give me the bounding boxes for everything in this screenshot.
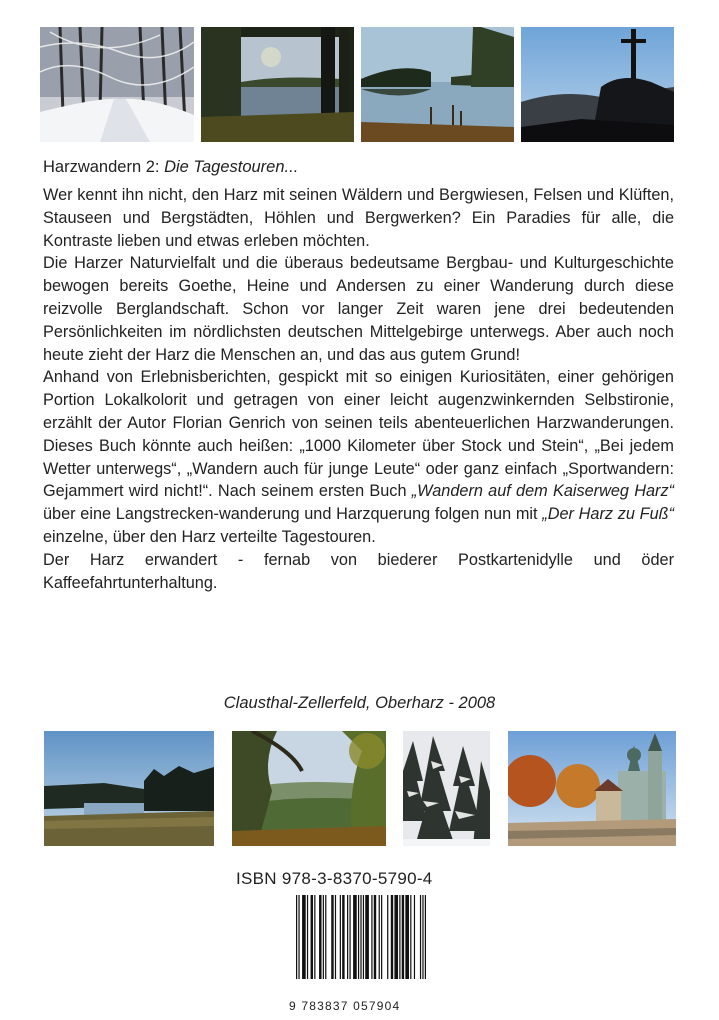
barcode-bar <box>410 895 411 979</box>
barcode-bar <box>405 895 409 979</box>
barcode-bar <box>342 895 344 979</box>
paragraph-3-part-b: über eine Langstrecken-wanderung und Harzquerung folgen nun mit <box>43 505 543 524</box>
barcode-bar <box>358 895 359 979</box>
barcode-bar <box>298 895 299 979</box>
barcode-bar <box>387 895 388 979</box>
barcode-bar <box>420 895 421 979</box>
barcode-bar <box>381 895 382 979</box>
barcode-bar <box>399 895 400 979</box>
barcode-bar <box>394 895 398 979</box>
blurb-paragraph-3 <box>43 366 674 548</box>
blurb-text <box>43 184 674 594</box>
book-subtitle <box>43 156 683 178</box>
blurb-paragraph-2: Die Harzer Naturvielfalt und die überaus bedeutsame Bergbau- und Kulturgeschichte bewogen bereits Goethe, Heine und Andersen zu einer Wanderung durch diese reizvolle Berglandschaft. Schon vor langer Zeit waren jene drei bedeutenden Persönlichkeiten im nördlichsten deutschen Mittelgebirge unterwegs. Aber auch noch heute zieht der Harz die Menschen an, und das aus gutem Grund! <box>43 254 674 364</box>
subtitle-italic: Die Tagestouren... <box>164 158 299 176</box>
photo-forest-lake-sunlight <box>201 27 354 142</box>
blurb-paragraph-1: Wer kennt ihn nicht, den Harz mit seinen Wäldern und Bergwiesen, Felsen und Klüften, Stauseen und Bergstädten, Höhlen und Bergwerken? Ein Paradies für alle, die Kontraste lieben und etwas erleben möchten. <box>43 186 674 250</box>
barcode-bar <box>296 895 297 979</box>
barcode-bar <box>349 895 350 979</box>
barcode-bar <box>425 895 426 979</box>
barcode-bar <box>414 895 415 979</box>
barcode-image <box>296 895 426 979</box>
barcode-bar <box>325 895 326 979</box>
photo-lake-reflection-evening <box>361 27 514 142</box>
barcode-bar <box>402 895 404 979</box>
barcode-bar <box>323 895 324 979</box>
barcode-digits: 9 783837 057904 <box>289 999 401 1013</box>
photo-church-in-autumn-town <box>508 731 676 846</box>
barcode-bar <box>314 895 315 979</box>
paragraph-3-part-c: einzelne, über den Harz verteilte Tagestouren. <box>43 527 376 546</box>
barcode-bar <box>353 895 357 979</box>
barcode-bar <box>365 895 369 979</box>
place-and-year: Clausthal-Zellerfeld, Oberharz - 2008 <box>223 694 496 712</box>
photo-reservoir-at-dusk <box>44 731 214 846</box>
barcode-bar <box>311 895 313 979</box>
photo-summit-cross-silhouette <box>521 27 674 142</box>
barcode-bar <box>307 895 308 979</box>
barcode-bar <box>371 895 372 979</box>
barcode-bar <box>379 895 380 979</box>
blurb-paragraph-4: Der Harz erwandert - fernab von biederer Postkartenidylle und öder Kaffeefahrtunterhaltung. <box>43 550 674 592</box>
photo-valley-view-through-trees <box>232 731 386 846</box>
barcode-bar <box>374 895 376 979</box>
barcode-bar <box>347 895 348 979</box>
paragraph-3-part-a: Anhand von Erlebnisberichten, gespickt mit so einigen Kuriositäten, einer gehörigen Portion Lokalkolorit und getragen von einer leicht augenzwinkernden Selbstironie, erzählt der Autor Florian Genrich von seinen teils abenteuerlichen Harzwanderungen. Dieses Buch könnte auch heißen: „1000 Kilometer über Stock und Stein“, „Bei jedem Wetter unterwegs“, „Wandern auch für junge Leute“ oder ganz einfach „Sportwandern: Gejammert wird nicht!“. Nach seinem ersten Buch <box>43 368 674 501</box>
photo-snowy-forest-path <box>40 27 194 142</box>
barcode-bar <box>340 895 341 979</box>
barcode-bar <box>335 895 336 979</box>
photo-snowy-spruce-trees <box>403 731 490 846</box>
barcode-bar <box>391 895 393 979</box>
barcode-bar <box>319 895 321 979</box>
book-title-kaiserweg: „Wandern auf dem Kaiserweg Harz“ <box>411 482 675 501</box>
subtitle-lead: Harzwandern 2: <box>43 158 165 176</box>
barcode-bar <box>422 895 423 979</box>
book-title-harz-zu-fuss: „Der Harz zu Fuß“ <box>542 505 674 524</box>
isbn-label: ISBN 978-3-8370-5790-4 <box>236 869 433 888</box>
barcode-bar <box>360 895 361 979</box>
barcode-bar <box>363 895 364 979</box>
barcode-bar <box>331 895 333 979</box>
barcode-bar <box>302 895 306 979</box>
